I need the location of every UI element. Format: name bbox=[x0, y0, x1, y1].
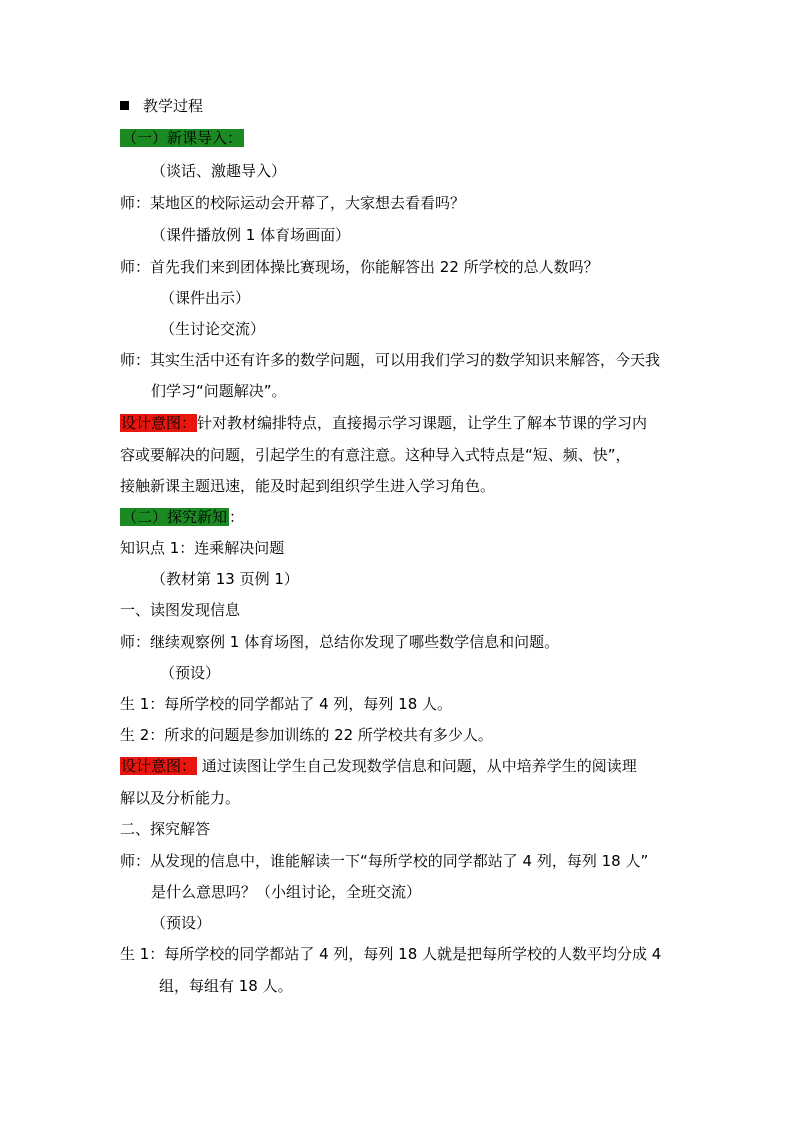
section-title-line bbox=[120, 96, 203, 116]
text-line: 二、探究解答 bbox=[120, 820, 211, 838]
text-line: 们学习“问题解决”。 bbox=[151, 382, 287, 400]
square-bullet-icon bbox=[120, 101, 129, 110]
text-line: 一、读图发现信息 bbox=[120, 601, 241, 619]
design-intent-line bbox=[120, 756, 637, 776]
text-line: （谈话、激趣导入） bbox=[151, 162, 287, 180]
part2-heading-colon: ： bbox=[229, 508, 245, 526]
part1-heading: （一）新课导入： bbox=[122, 129, 243, 147]
text-line: 容或要解决的问题，引起学生的有意注意。这种导入式特点是“短、频、快”， bbox=[120, 446, 631, 464]
design-intent-line bbox=[120, 413, 647, 433]
design-intent-text: 通过读图让学生自己发现数学信息和问题，从中培养学生的阅读理 bbox=[197, 757, 637, 775]
text-line: 生 2：所求的问题是参加训练的 22 所学校共有多少人。 bbox=[120, 726, 493, 744]
text-line: 生 1：每所学校的同学都站了 4 列，每列 18 人就是把每所学校的人数平均分成 4 bbox=[120, 945, 662, 963]
text-line: （课件播放例 1 体育场画面） bbox=[151, 226, 351, 244]
text-line: （生讨论交流） bbox=[160, 320, 266, 338]
text-line: 接触新课主题迅速，能及时起到组织学生进入学习角色。 bbox=[120, 477, 496, 495]
design-intent-label: 设计意图： bbox=[121, 757, 197, 775]
text-line: 知识点 1：连乘解决问题 bbox=[120, 539, 285, 557]
text-line: 生 1：每所学校的同学都站了 4 列，每列 18 人。 bbox=[120, 695, 453, 713]
text-line: 解以及分析能力。 bbox=[120, 789, 241, 807]
text-line: 师：首先我们来到团体操比赛现场，你能解答出 22 所学校的总人数吗？ bbox=[120, 258, 599, 276]
text-line: 组，每组有 18 人。 bbox=[159, 977, 293, 995]
section-title: 教学过程 bbox=[143, 97, 204, 115]
text-line: （课件出示） bbox=[160, 289, 251, 307]
design-intent-text: 针对教材编排特点，直接揭示学习课题，让学生了解本节课的学习内 bbox=[197, 414, 648, 432]
part2-heading-line bbox=[120, 507, 244, 527]
text-line: 师：其实生活中还有许多的数学问题，可以用我们学习的数学知识来解答，今天我 bbox=[120, 351, 661, 369]
text-line: （预设） bbox=[151, 914, 212, 932]
text-line: 师：继续观察例 1 体育场图，总结你发现了哪些数学信息和问题。 bbox=[120, 633, 560, 651]
design-intent-label: 设计意图： bbox=[121, 414, 197, 432]
part2-heading: （二）探究新知 bbox=[122, 508, 228, 526]
text-line: 是什么意思吗？（小组讨论，全班交流） bbox=[151, 883, 422, 901]
text-line: （教材第 13 页例 1） bbox=[151, 570, 299, 588]
text-line: 师：某地区的校际运动会开幕了，大家想去看看吗？ bbox=[120, 194, 466, 212]
text-line: 师：从发现的信息中，谁能解读一下“每所学校的同学都站了 4 列，每列 18 人” bbox=[120, 852, 649, 870]
text-line: （预设） bbox=[160, 664, 221, 682]
part1-heading-line bbox=[120, 128, 244, 148]
